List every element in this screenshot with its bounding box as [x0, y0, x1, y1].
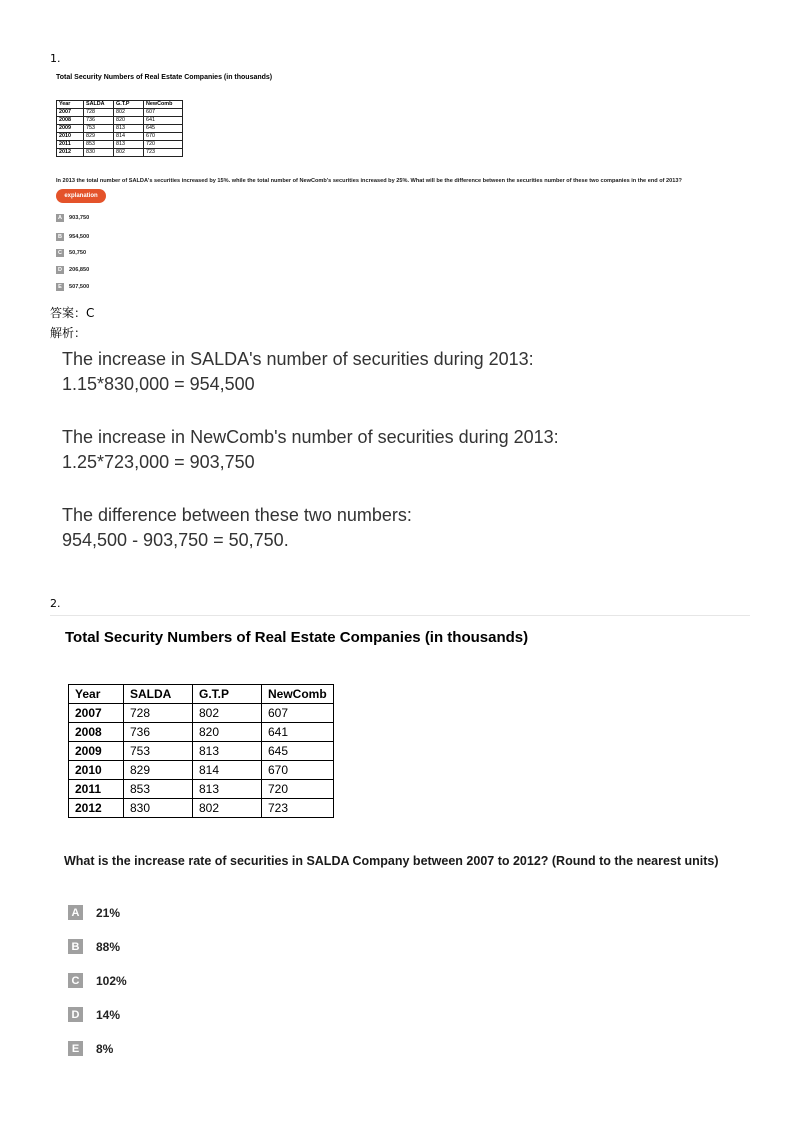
table-cell: 830	[124, 799, 193, 818]
table-cell: 645	[144, 125, 183, 133]
question-2-option-c[interactable]	[68, 973, 127, 988]
table-row	[57, 133, 183, 141]
table-row	[57, 149, 183, 157]
option-text: 954,500	[69, 234, 90, 240]
table-row	[69, 780, 334, 799]
table-cell: 813	[114, 125, 144, 133]
table-cell-year: 2010	[57, 133, 84, 141]
option-text: 50,750	[69, 250, 87, 256]
table-row	[69, 799, 334, 818]
option-letter-badge: C	[68, 973, 83, 988]
option-text: 21%	[96, 905, 121, 920]
table-cell: 728	[84, 109, 114, 117]
table-row	[57, 109, 183, 117]
table-cell: 829	[124, 761, 193, 780]
table-cell: 641	[262, 723, 334, 742]
column-header-newcomb: NewComb	[262, 685, 334, 704]
table-row	[69, 761, 334, 780]
option-letter-badge: A	[56, 214, 64, 222]
question-2-option-d[interactable]	[68, 1007, 120, 1022]
table-cell: 814	[193, 761, 262, 780]
table-cell: 607	[144, 109, 183, 117]
table-row	[57, 117, 183, 125]
question-2-number: 2.	[50, 597, 61, 610]
question-1-option-e[interactable]	[56, 283, 89, 291]
option-letter-badge: D	[68, 1007, 83, 1022]
table-cell-year: 2012	[69, 799, 124, 818]
table-cell-year: 2007	[69, 704, 124, 723]
question-2-option-e[interactable]	[68, 1041, 113, 1056]
table-cell: 736	[84, 117, 114, 125]
option-text: 88%	[96, 939, 121, 954]
column-header-gtp: G.T.P	[193, 685, 262, 704]
table-cell: 853	[84, 141, 114, 149]
table-cell: 723	[262, 799, 334, 818]
table-cell: 813	[193, 780, 262, 799]
table-cell: 813	[193, 742, 262, 761]
table-header-row	[57, 101, 183, 109]
table-cell: 720	[262, 780, 334, 799]
table-cell-year: 2011	[69, 780, 124, 799]
question-1-option-d[interactable]	[56, 266, 89, 274]
option-text: 507,500	[69, 284, 90, 290]
option-text: 8%	[96, 1041, 114, 1056]
table-cell: 802	[114, 109, 144, 117]
explanation-line: The increase in NewComb's number of securities during 2013:	[62, 427, 559, 447]
table-row	[69, 723, 334, 742]
column-header-year: Year	[69, 685, 124, 704]
answer-line: 答案：C	[50, 306, 95, 320]
question-1-table	[56, 100, 183, 157]
table-header-row	[69, 685, 334, 704]
table-row	[69, 742, 334, 761]
question-2-table-title: Total Security Numbers of Real Estate Companies (in thousands)	[65, 629, 529, 646]
table-cell-year: 2008	[57, 117, 84, 125]
table-cell: 753	[84, 125, 114, 133]
table-cell: 670	[262, 761, 334, 780]
table-cell: 813	[114, 141, 144, 149]
table-cell: 720	[144, 141, 183, 149]
option-letter-badge: B	[56, 233, 64, 241]
table-cell: 802	[193, 704, 262, 723]
column-header-newcomb: NewComb	[144, 101, 183, 109]
option-letter-badge: A	[68, 905, 83, 920]
table-cell: 670	[144, 133, 183, 141]
column-header-salda: SALDA	[84, 101, 114, 109]
table-cell-year: 2010	[69, 761, 124, 780]
explanation-line: 1.25*723,000 = 903,750	[62, 452, 255, 472]
table-row	[57, 141, 183, 149]
option-text: 102%	[96, 973, 127, 988]
column-header-gtp: G.T.P	[114, 101, 144, 109]
table-cell: 736	[124, 723, 193, 742]
table-cell-year: 2008	[69, 723, 124, 742]
question-1-option-c[interactable]	[56, 249, 86, 257]
question-1-option-b[interactable]	[56, 233, 89, 241]
explanation-line: The increase in SALDA's number of securities during 2013:	[62, 349, 534, 369]
table-cell: 814	[114, 133, 144, 141]
table-cell: 820	[193, 723, 262, 742]
table-cell: 820	[114, 117, 144, 125]
column-header-salda: SALDA	[124, 685, 193, 704]
question-1-option-a[interactable]	[56, 214, 89, 222]
question-1-number: 1.	[50, 52, 61, 65]
question-2-table	[68, 684, 334, 818]
table-cell: 802	[193, 799, 262, 818]
column-header-year: Year	[57, 101, 84, 109]
table-cell-year: 2009	[57, 125, 84, 133]
option-letter-badge: E	[56, 283, 64, 291]
table-row	[57, 125, 183, 133]
question-2-text: What is the increase rate of securities in SALDA Company between 2007 to 2012? (Round to the nearest units)	[64, 854, 719, 868]
table-cell: 641	[144, 117, 183, 125]
table-cell-year: 2012	[57, 149, 84, 157]
explanation-button[interactable]: explanation	[56, 189, 106, 203]
table-cell: 829	[84, 133, 114, 141]
option-letter-badge: C	[56, 249, 64, 257]
option-letter-badge: B	[68, 939, 83, 954]
question-2-option-b[interactable]	[68, 939, 120, 954]
question-1-table-title: Total Security Numbers of Real Estate Companies (in thousands)	[56, 74, 273, 81]
option-letter-badge: E	[68, 1041, 83, 1056]
option-text: 903,750	[69, 215, 90, 221]
table-cell: 753	[124, 742, 193, 761]
explanation-line: 1.15*830,000 = 954,500	[62, 374, 255, 394]
explanation-line: The difference between these two numbers:	[62, 505, 412, 525]
question-2-option-a[interactable]	[68, 905, 120, 920]
table-cell: 723	[144, 149, 183, 157]
question-1-text: In 2013 the total number of SALDA's securities increased by 15%. while the total number of NewComb's securities increased by 25%. What will be the difference between the securities number of these two companies in the end of 2013?	[56, 178, 682, 184]
table-cell: 853	[124, 780, 193, 799]
table-cell-year: 2009	[69, 742, 124, 761]
table-cell: 802	[114, 149, 144, 157]
table-cell: 728	[124, 704, 193, 723]
analysis-label: 解析：	[50, 326, 87, 340]
table-row	[69, 704, 334, 723]
option-text: 206,850	[69, 267, 90, 273]
table-cell-year: 2011	[57, 141, 84, 149]
option-letter-badge: D	[56, 266, 64, 274]
table-cell: 607	[262, 704, 334, 723]
explanation-line: 954,500 - 903,750 = 50,750.	[62, 530, 289, 550]
option-text: 14%	[96, 1007, 121, 1022]
table-cell: 645	[262, 742, 334, 761]
table-cell-year: 2007	[57, 109, 84, 117]
table-cell: 830	[84, 149, 114, 157]
divider	[50, 615, 750, 616]
